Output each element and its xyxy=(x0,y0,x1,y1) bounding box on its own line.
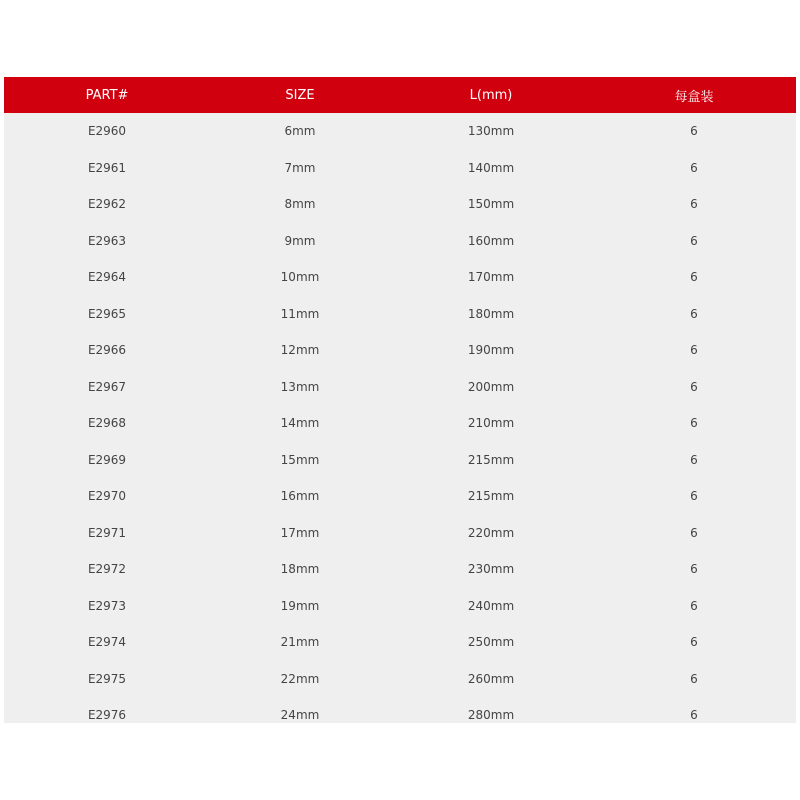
cell-size: 15mm xyxy=(280,452,320,467)
cell-per-box: 6 xyxy=(690,525,698,540)
cell-per-box: 6 xyxy=(690,270,698,285)
cell-per-box: 6 xyxy=(690,233,698,248)
table-row xyxy=(4,697,796,723)
cell-part: E2975 xyxy=(87,671,127,686)
cell-size: 24mm xyxy=(280,708,320,723)
cell-per-box: 6 xyxy=(690,124,698,139)
cell-part: E2968 xyxy=(87,416,127,431)
table-body xyxy=(4,113,796,723)
cell-length: 220mm xyxy=(467,525,515,540)
cell-size: 6mm xyxy=(284,124,316,139)
table-row xyxy=(4,515,796,552)
cell-part: E2967 xyxy=(87,379,127,394)
cell-part: E2973 xyxy=(87,598,127,613)
cell-length: 210mm xyxy=(467,416,515,431)
cell-length: 150mm xyxy=(467,197,515,212)
cell-length: 160mm xyxy=(467,233,515,248)
cell-length: 280mm xyxy=(467,708,515,723)
cell-size: 14mm xyxy=(280,416,320,431)
cell-per-box: 6 xyxy=(690,197,698,212)
cell-part: E2972 xyxy=(87,562,127,577)
cell-length: 130mm xyxy=(467,124,515,139)
table-row xyxy=(4,661,796,698)
cell-size: 12mm xyxy=(280,343,320,358)
column-header-part: PART# xyxy=(85,87,129,103)
cell-per-box: 6 xyxy=(690,343,698,358)
product-spec-table xyxy=(4,77,796,723)
cell-length: 215mm xyxy=(467,489,515,504)
cell-size: 21mm xyxy=(280,635,320,650)
table-row xyxy=(4,150,796,187)
cell-size: 17mm xyxy=(280,525,320,540)
table-row xyxy=(4,369,796,406)
cell-part: E2970 xyxy=(87,489,127,504)
cell-length: 190mm xyxy=(467,343,515,358)
table-row xyxy=(4,624,796,661)
cell-per-box: 6 xyxy=(690,379,698,394)
cell-length: 215mm xyxy=(467,452,515,467)
cell-per-box: 6 xyxy=(690,160,698,175)
cell-per-box: 6 xyxy=(690,635,698,650)
cell-part: E2965 xyxy=(87,306,127,321)
cell-size: 9mm xyxy=(284,233,316,248)
cell-length: 260mm xyxy=(467,671,515,686)
cell-size: 8mm xyxy=(284,197,316,212)
cell-size: 7mm xyxy=(284,160,316,175)
table-row xyxy=(4,186,796,223)
column-header-per-box: 每盒装 xyxy=(674,89,714,105)
table-row xyxy=(4,551,796,588)
cell-part: E2974 xyxy=(87,635,127,650)
cell-part: E2961 xyxy=(87,160,127,175)
cell-per-box: 6 xyxy=(690,306,698,321)
cell-per-box: 6 xyxy=(690,489,698,504)
cell-length: 140mm xyxy=(467,160,515,175)
cell-size: 19mm xyxy=(280,598,320,613)
table-row xyxy=(4,405,796,442)
cell-per-box: 6 xyxy=(690,562,698,577)
cell-size: 18mm xyxy=(280,562,320,577)
table-row xyxy=(4,442,796,479)
cell-part: E2969 xyxy=(87,452,127,467)
cell-length: 230mm xyxy=(467,562,515,577)
cell-length: 180mm xyxy=(467,306,515,321)
cell-size: 13mm xyxy=(280,379,320,394)
cell-length: 170mm xyxy=(467,270,515,285)
cell-length: 250mm xyxy=(467,635,515,650)
cell-size: 10mm xyxy=(280,270,320,285)
table-row xyxy=(4,223,796,260)
cell-size: 16mm xyxy=(280,489,320,504)
table-row xyxy=(4,588,796,625)
column-header-size: SIZE xyxy=(285,87,315,103)
cell-part: E2966 xyxy=(87,343,127,358)
cell-part: E2976 xyxy=(87,708,127,723)
table-row xyxy=(4,259,796,296)
cell-per-box: 6 xyxy=(690,598,698,613)
cell-part: E2960 xyxy=(87,124,127,139)
cell-size: 11mm xyxy=(280,306,320,321)
cell-per-box: 6 xyxy=(690,708,698,723)
table-row xyxy=(4,113,796,150)
cell-part: E2963 xyxy=(87,233,127,248)
cell-length: 240mm xyxy=(467,598,515,613)
cell-per-box: 6 xyxy=(690,416,698,431)
column-header-length: L(mm) xyxy=(469,87,513,103)
cell-part: E2964 xyxy=(87,270,127,285)
cell-part: E2962 xyxy=(87,197,127,212)
table-row xyxy=(4,332,796,369)
cell-size: 22mm xyxy=(280,671,320,686)
cell-per-box: 6 xyxy=(690,452,698,467)
cell-part: E2971 xyxy=(87,525,127,540)
table-row xyxy=(4,296,796,333)
table-header xyxy=(4,77,796,113)
table-row xyxy=(4,478,796,515)
cell-length: 200mm xyxy=(467,379,515,394)
cell-per-box: 6 xyxy=(690,671,698,686)
